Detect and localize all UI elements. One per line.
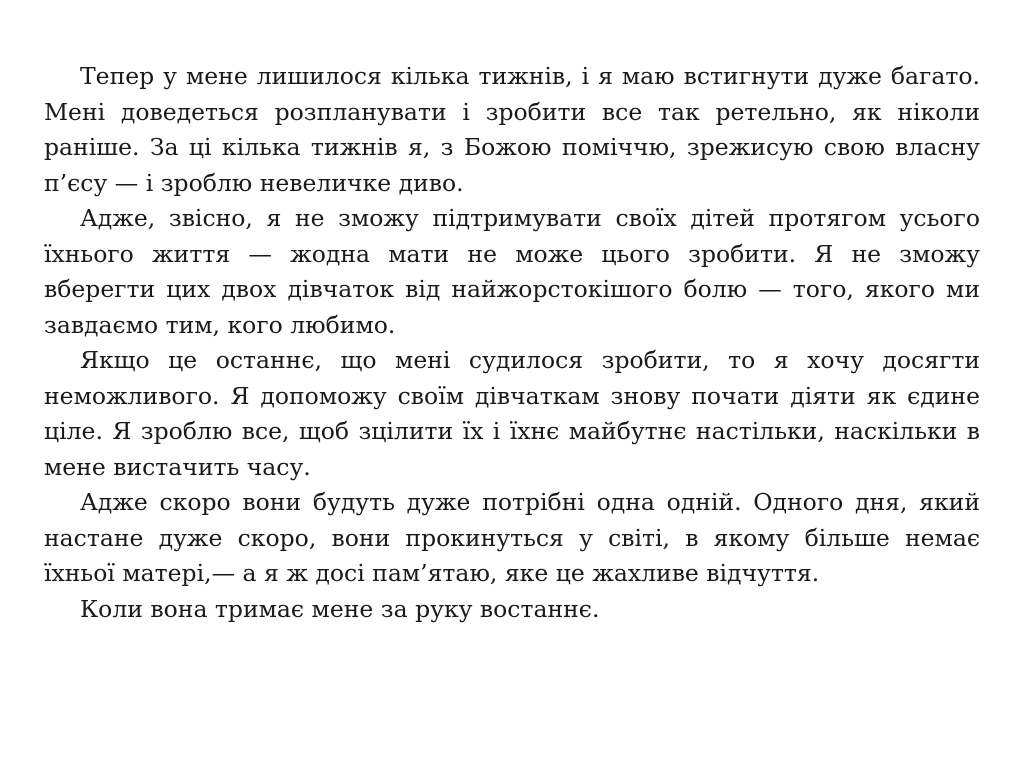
paragraph-1: Тепер у мене лишилося кілька тижнів, і я маю встигнути дуже багато. Мені доведеться розпланувати і зробити все так ретельно, як ніколи раніше. За ці кілька тижнів я, з Божою поміччю, зрежисую свою власну п’єсу — і зроблю невеличке диво.	[44, 62, 980, 197]
paragraph-4: Адже скоро вони будуть дуже потрібні одна одній. Одного дня, який настане дуже скоро, вони прокинуться у світі, в якому більше немає їхньої матері,— а я ж досі пам’ятаю, яке це жахливе відчуття.	[44, 488, 980, 587]
paragraph-2: Адже, звісно, я не зможу підтримувати своїх дітей протягом усього їхнього життя — жодна мати не може цього зробити. Я не зможу вберегти цих двох дівчаток від найжорстокішого болю — того, якого ми завдаємо тим, кого любимо.	[44, 204, 980, 339]
paragraph-3: Якщо це останнє, що мені судилося зробити, то я хочу досягти неможливого. Я допоможу своїм дівчаткам знову почати діяти як єдине ціле. Я зроблю все, щоб зцілити їх і їхнє майбутнє настільки, наскільки в мене вистачить часу.	[44, 346, 980, 481]
reader-page	[44, 59, 980, 627]
paragraph-5: Коли вона тримає мене за руку востаннє.	[80, 594, 600, 623]
